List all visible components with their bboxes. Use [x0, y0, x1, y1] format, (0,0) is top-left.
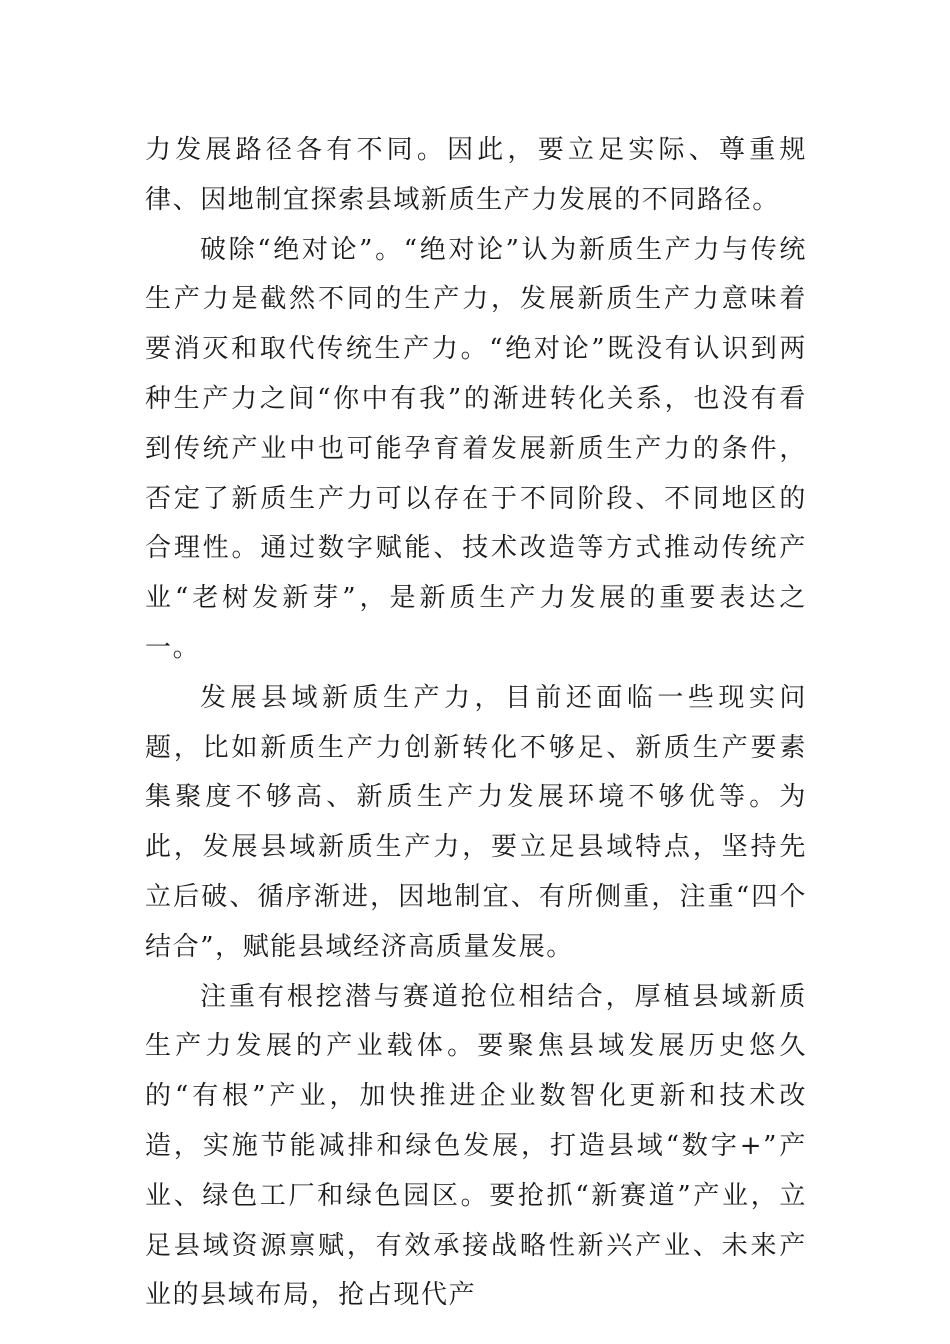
paragraph-continuation: 力发展路径各有不同。因此，要立足实际、尊重规律、因地制宜探索县域新质生产力发展的不同路径。: [145, 135, 807, 215]
paragraph-absolutism: 破除“绝对论”。“绝对论”认为新质生产力与传统生产力是截然不同的生产力，发展新质生产力意味着要消灭和取代传统生产力。“绝对论”既没有认识到两种生产力之间“你中有我”的渐进转化关系，也没有看到传统产业中也可能孕育着发展新质生产力的条件，否定了新质生产力可以存在于不同阶段、不同地区的合理性。通过数字赋能、技术改造等方式推动传统产业“老树发新芽”，是新质生产力发展的重要表达之一。: [145, 234, 807, 663]
document-body: [145, 126, 807, 1321]
paragraph-challenges: 发展县域新质生产力，目前还面临一些现实问题，比如新质生产力创新转化不够足、新质生产要素集聚度不够高、新质生产力发展环境不够优等。为此，发展县域新质生产力，要立足县域特点，坚持先立后破、循序渐进，因地制宜、有所侧重，注重“四个结合”，赋能县域经济高质量发展。: [145, 682, 807, 962]
paragraph-industry-carrier: 注重有根挖潜与赛道抢位相结合，厚植县域新质生产力发展的产业载体。要聚焦县域发展历史悠久的“有根”产业，加快推进企业数智化更新和技术改造，实施节能减排和绿色发展，打造县域“数字+”产业、绿色工厂和绿色园区。要抢抓“新赛道”产业，立足县域资源禀赋，有效承接战略性新兴产业、未来产业的县域布局，抢占现代产: [145, 981, 808, 1311]
